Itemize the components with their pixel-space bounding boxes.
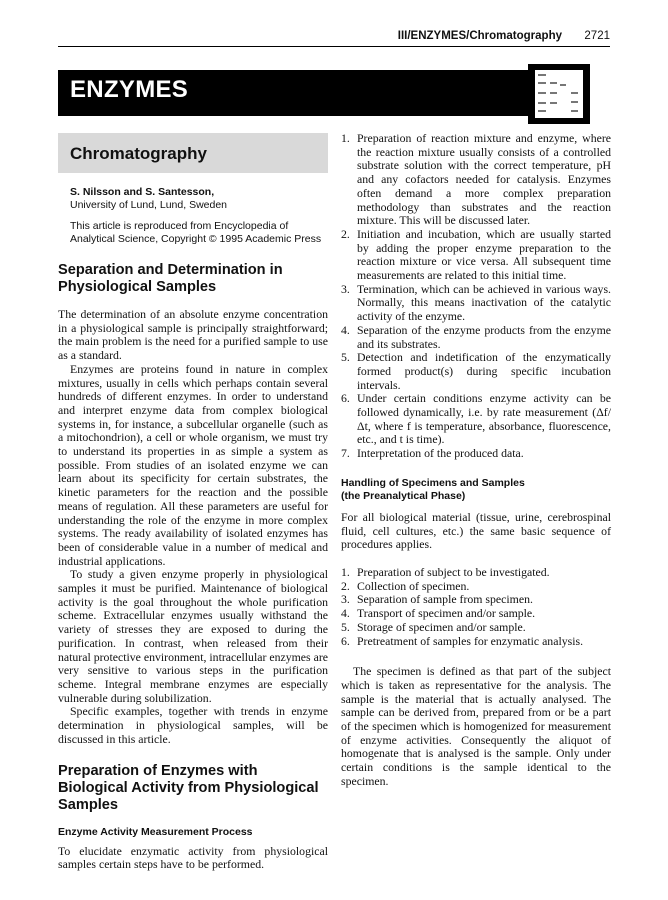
left-column <box>58 133 328 872</box>
procedures-list <box>341 566 611 648</box>
list-item: 3. Termination, which can be achieved in various ways. Normally, this means inactivation of the catalytic activity of the enzyme. <box>341 281 611 324</box>
list-item: 7. Interpretation of the produced data. <box>341 446 524 461</box>
paragraph: The specimen is defined as that part of the subject which is taken as representative for the analysis. The sample is the material that is actually analysed. The sample can be derived from, prepared from or be a part of the specimen which is homogenized for measurement of enzyme activities. Consequently the aliquot of homogenate that is analysed is the sample. Only under certain conditions is the sample identical to the specimen. <box>341 664 611 788</box>
paragraph: To study a given enzyme properly in physiological samples it must be purified. Maintenance of biological activity is the goal throughout the whole purification scheme. Extracellular enzymes usually withstand the variety of stresses they are exposed to during the purification. In contrast, when released from their natural protective environment, intracellular enzymes are very sensitive to various steps in the purification scheme. Integral membrane enzymes are especially vulnerable during solubilization. <box>58 567 328 705</box>
list-item: 1. Preparation of subject to be investigated. <box>341 564 550 579</box>
running-head: III/ENZYMES/Chromatography <box>397 30 562 42</box>
page-number: 2721 <box>584 30 610 42</box>
section-heading-separation: Separation and Determination in Physiological Samples <box>58 262 283 295</box>
list-item: 6. Under certain conditions enzyme activity can be followed dynamically, i.e. by rate measurement (Δf/Δt, where f is temperature, absorbance, fluorescence, etc., and t is time). <box>341 391 611 447</box>
list-item: 5. Storage of specimen and/or sample. <box>341 619 526 634</box>
subsection-heading-specimens: Handling of Specimens and Samples (the Preanalytical Phase) <box>341 476 525 502</box>
author-block <box>70 186 328 212</box>
list-item: 2. Initiation and incubation, which are usually started by adding the proper enzyme preparation to the reaction mixture or vice versa. All subsequent time measurements are related to this initial time. <box>341 226 611 283</box>
subsection-heading: Enzyme Activity Measurement Process <box>58 825 253 838</box>
list-item: 1. Preparation of reaction mixture and enzyme, where the reaction mixture usually consists of a controlled substrate solution with the correct temperature, pH and any cofactors needed for catalysis. Enzymes often demand a more complex preparation methodology than substrates and the reaction mixture. This will be discussed later. <box>341 131 611 228</box>
article-title-box <box>58 133 328 173</box>
paragraph: Enzymes are proteins found in nature in complex mixtures, usually in cells which perhaps contain several hundreds of different enzymes. In order to understand and interpret enzyme data from complex biological systems in, for instance, a subcellular organelle (such as a mitochondrion), a cell or whole organism, we must try to understand its properties in as simple a system as possible. From studies of an isolated enzyme we can learn about its specificity for certain substrates, the kinetic parameters for the reaction and the possible means of regulation. All these parameters are useful for understanding the role of the enzyme in more complex systems. The ready availability of isolated enzymes has been of considerable value in a number of medical and industrial applications. <box>58 361 328 568</box>
list-item: 3. Separation of sample from specimen. <box>341 592 533 607</box>
list-item: 6. Pretreatment of samples for enzymatic analysis. <box>341 633 584 648</box>
list-item: 5. Detection and indetification of the enzymatically formed product(s) during specific incubation intervals. <box>341 350 611 392</box>
reproduction-note: This article is reproduced from Encyclopedia of Analytical Science, Copyright © 1995 Academic Press <box>70 220 322 245</box>
paragraph: Specific examples, together with trends in enzyme determination in physiological samples, will be discussed in this article. <box>58 704 328 746</box>
affiliation: University of Lund, Lund, Sweden <box>70 199 228 211</box>
measurement-steps-list <box>341 132 611 461</box>
paragraph: To elucidate enzymatic activity from physiological samples certain steps have to be performed. <box>58 843 328 872</box>
right-column <box>341 132 611 789</box>
paragraph: The determination of an absolute enzyme concentration in a physiological sample is principally straightforward; the main problem is the need for a purified sample to use as a standard. <box>58 307 328 363</box>
chromatogram-icon <box>528 64 590 124</box>
authors: S. Nilsson and S. Santesson, <box>70 186 215 198</box>
list-item: 4. Transport of specimen and/or sample. <box>341 606 536 621</box>
section-banner <box>58 70 573 116</box>
article-title: Chromatography <box>70 144 207 163</box>
list-item: 4. Separation of the enzyme products from the enzyme and its substrates. <box>341 322 611 351</box>
section-heading-preparation: Preparation of Enzymes with Biological Activity from Physiological Samples <box>58 762 319 813</box>
banner-title: ENZYMES <box>70 76 189 103</box>
paragraph: For all biological material (tissue, urine, cerebrospinal fluid, cell cultures, etc.) the same basic sequence of procedures applies. <box>341 509 611 552</box>
running-header <box>58 26 610 47</box>
list-item: 2. Collection of specimen. <box>341 578 470 593</box>
